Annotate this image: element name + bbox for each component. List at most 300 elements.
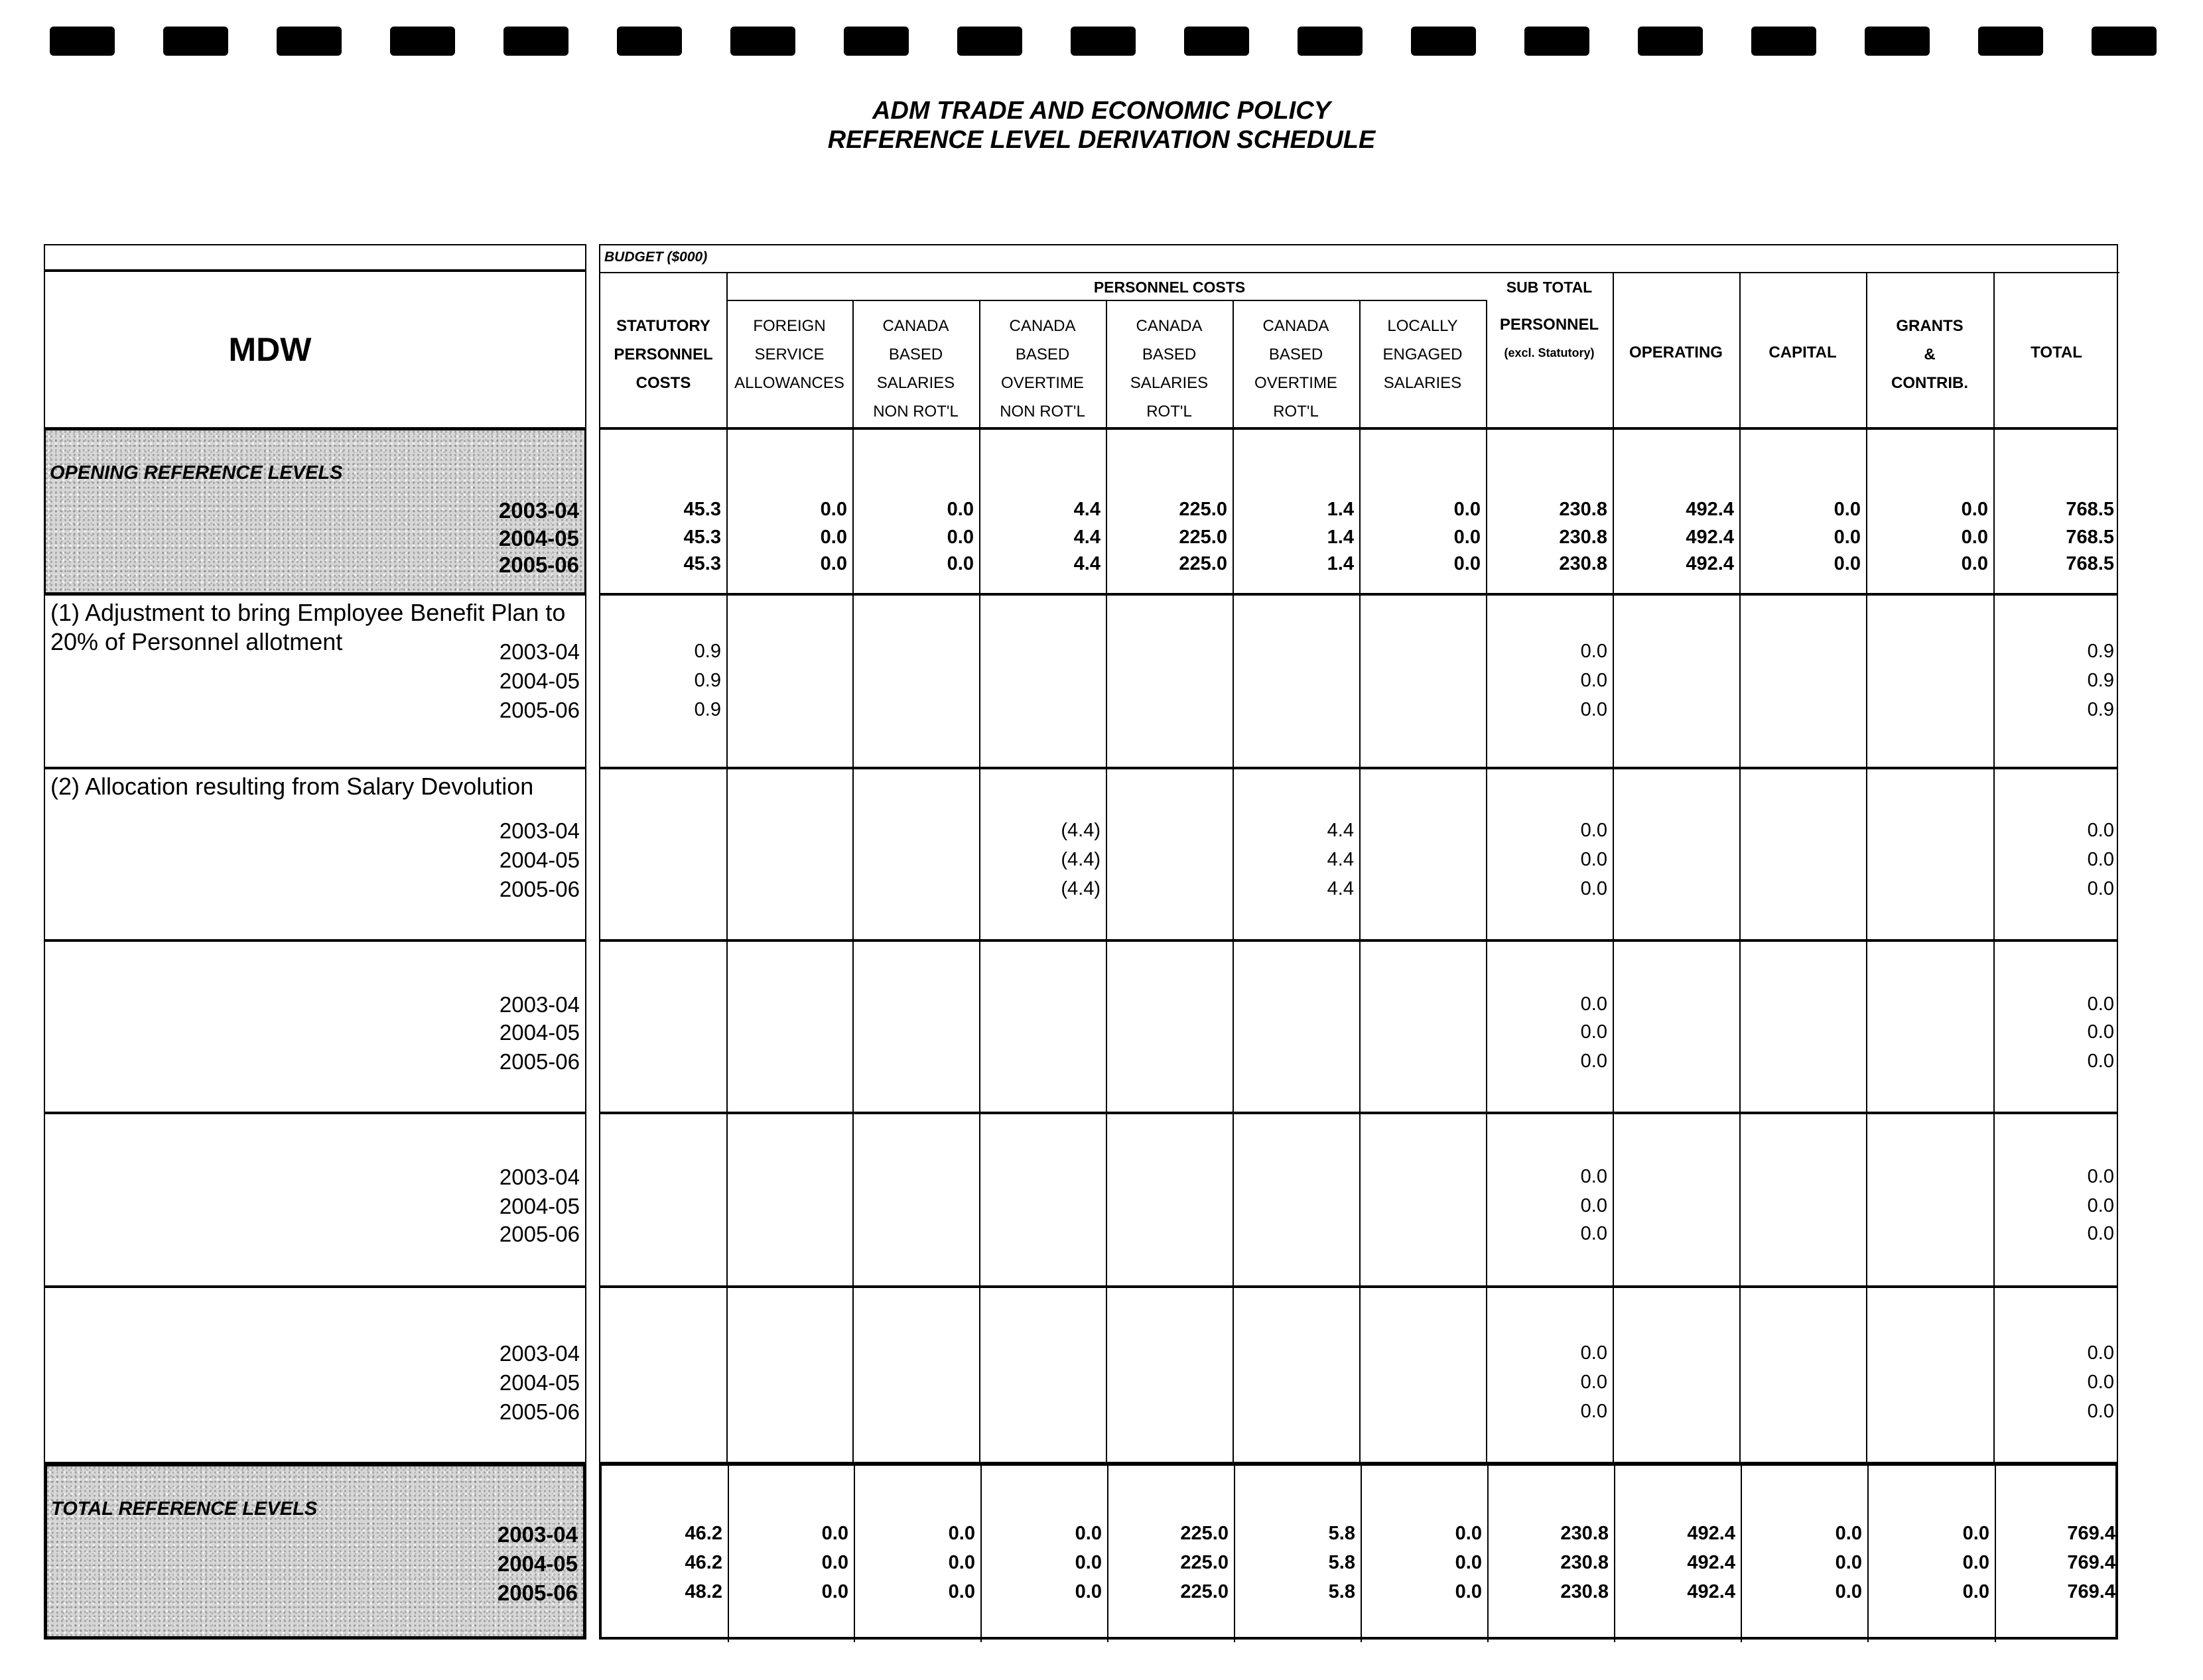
table-cell: 0.0	[1580, 1342, 1607, 1364]
column-divider	[1739, 1288, 1741, 1464]
perforation-strip	[0, 27, 2203, 60]
table-cell: 0.0	[2087, 1166, 2114, 1187]
table-cell: 492.4	[1686, 499, 1734, 520]
column-header-line: CAPITAL	[1769, 344, 1837, 361]
table-cell: 5.8	[1328, 1523, 1355, 1544]
fiscal-year-label: 2003-04	[497, 1522, 578, 1547]
column-header-line: NON ROT'L	[1000, 403, 1085, 420]
column-divider	[852, 1288, 854, 1464]
table-cell: 0.0	[1580, 1051, 1607, 1072]
column-divider	[1359, 430, 1361, 596]
perforation-dash	[2092, 27, 2157, 56]
table-cell: 0.0	[1961, 553, 1988, 574]
budget-label: BUDGET ($000)	[604, 249, 708, 265]
table-cell: 0.0	[2087, 1021, 2114, 1043]
table-cell: 0.0	[2087, 1342, 2114, 1364]
table-cell: 46.2	[685, 1552, 722, 1573]
column-divider	[726, 769, 728, 942]
column-divider	[1993, 430, 1995, 596]
column-divider	[726, 942, 728, 1114]
table-cell: 0.0	[1580, 699, 1607, 720]
section-label: (1) Adjustment to bring Employee Benefit Plan to 20% of Personnel allotment	[50, 599, 566, 655]
table-cell: 0.0	[1580, 1166, 1607, 1187]
column-divider	[726, 1288, 728, 1464]
section-label: (2) Allocation resulting from Salary Devolution	[50, 773, 534, 800]
table-cell: 0.0	[1580, 1195, 1607, 1216]
fiscal-year-label: 2005-06	[499, 1222, 580, 1246]
column-divider	[1106, 596, 1107, 769]
column-header-line: FOREIGN	[753, 317, 826, 335]
table-cell: 0.0	[1835, 1581, 1862, 1602]
table-cell: 230.8	[1559, 527, 1607, 548]
table-cell: 768.5	[2066, 527, 2114, 548]
column-header-line: BASED	[1015, 346, 1070, 363]
column-divider	[1233, 942, 1234, 1114]
column-divider	[1613, 1114, 1614, 1288]
table-cell: 0.0	[1834, 527, 1861, 548]
section-data-block	[599, 1287, 2118, 1463]
perforation-dash	[390, 27, 455, 56]
table-cell: 0.0	[1580, 670, 1607, 691]
table-cell: 0.0	[2087, 1372, 2114, 1393]
column-divider	[1866, 596, 1867, 769]
table-cell: 0.0	[1580, 1223, 1607, 1244]
column-divider	[1359, 942, 1361, 1114]
perforation-dash	[1071, 27, 1136, 56]
column-header-line: (excl. Statutory)	[1504, 346, 1595, 359]
table-cell: 0.0	[1580, 1021, 1607, 1043]
fiscal-year-label: 2005-06	[499, 877, 580, 901]
section-data-block	[599, 428, 2118, 594]
table-cell: 45.3	[683, 553, 721, 574]
table-cell: 0.0	[1075, 1552, 1102, 1573]
column-header-line: ROT'L	[1273, 403, 1319, 420]
table-cell: 4.4	[1327, 849, 1354, 870]
column-divider	[1361, 1466, 1362, 1642]
column-divider	[1867, 1466, 1869, 1642]
page-title: ADM TRADE AND ECONOMIC POLICY	[872, 97, 1331, 125]
fiscal-year-label: 2005-06	[497, 1581, 578, 1605]
fiscal-year-label: 2005-06	[499, 698, 580, 722]
column-divider	[1614, 1466, 1615, 1642]
fiscal-year-label: 2005-06	[499, 1399, 580, 1424]
column-header	[1739, 338, 1866, 367]
column-header-line: STATUTORY	[616, 317, 710, 335]
table-cell: 46.2	[685, 1523, 722, 1544]
table-cell: 0.0	[1580, 994, 1607, 1015]
column-header	[979, 312, 1106, 426]
table-cell: 0.9	[2087, 641, 2114, 662]
column-divider	[1359, 1288, 1361, 1464]
perforation-dash	[1298, 27, 1363, 56]
column-divider	[1106, 1114, 1107, 1288]
column-header-line: ALLOWANCES	[734, 374, 844, 392]
section-label: OPENING REFERENCE LEVELS	[50, 462, 343, 484]
column-header	[1866, 312, 1993, 397]
column-divider	[1487, 1466, 1489, 1642]
column-divider	[1995, 1466, 1996, 1642]
column-divider	[1741, 1466, 1742, 1642]
column-header-line: PERSONNEL	[1499, 316, 1599, 334]
table-cell: 0.0	[1455, 1552, 1482, 1573]
fiscal-year-label: 2003-04	[499, 992, 580, 1017]
table-cell: 0.0	[1453, 527, 1481, 548]
fiscal-year-label: 2004-05	[497, 1551, 578, 1576]
table-cell: 0.0	[820, 527, 847, 548]
table-cell: 1.4	[1327, 499, 1354, 520]
column-header-line: SALARIES	[1383, 374, 1462, 392]
table-cell: 492.4	[1686, 527, 1734, 548]
table-cell: (4.4)	[1061, 878, 1101, 899]
column-divider	[854, 1466, 855, 1642]
column-divider	[1359, 596, 1361, 769]
table-cell: 230.8	[1559, 499, 1607, 520]
table-cell: 768.5	[2066, 499, 2114, 520]
perforation-dash	[1865, 27, 1930, 56]
column-header-line: CANADA	[1262, 317, 1329, 335]
column-divider	[1486, 769, 1487, 942]
column-divider	[1993, 942, 1995, 1114]
column-divider	[852, 430, 854, 596]
column-divider	[726, 596, 728, 769]
left-top-strip	[44, 244, 586, 271]
section-label-cell	[44, 594, 586, 768]
table-cell: 492.4	[1687, 1552, 1735, 1573]
column-divider	[1486, 430, 1487, 596]
table-cell: (4.4)	[1061, 849, 1101, 870]
table-cell: (4.4)	[1061, 820, 1101, 841]
table-cell: 0.0	[1455, 1523, 1482, 1544]
column-header-line: CANADA	[1136, 317, 1203, 335]
table-cell: 0.0	[821, 1523, 848, 1544]
fiscal-year-label: 2004-05	[499, 669, 580, 693]
column-divider	[1993, 596, 1995, 769]
column-divider	[852, 1114, 854, 1288]
table-cell: 0.0	[2087, 1401, 2114, 1422]
table-cell: 5.8	[1328, 1581, 1355, 1602]
table-cell: 230.8	[1560, 1581, 1609, 1602]
fiscal-year-label: 2004-05	[499, 848, 580, 872]
perforation-dash	[617, 27, 682, 56]
perforation-dash	[277, 27, 342, 56]
column-divider	[1233, 769, 1234, 942]
page-subtitle: REFERENCE LEVEL DERIVATION SCHEDULE	[827, 126, 1376, 154]
table-cell: 45.3	[683, 527, 721, 548]
table-cell: 0.0	[948, 1552, 975, 1573]
table-cell: 0.0	[1962, 1581, 1989, 1602]
table-cell: 230.8	[1559, 553, 1607, 574]
column-header-line: NON ROT'L	[873, 403, 959, 420]
column-header-line: TOTAL	[2031, 344, 2082, 361]
column-divider	[979, 1288, 980, 1464]
column-divider	[1233, 430, 1234, 596]
column-divider	[1613, 769, 1614, 942]
column-divider	[1359, 769, 1361, 942]
table-cell: 0.0	[1075, 1523, 1102, 1544]
row-label-panel	[44, 244, 586, 1640]
table-cell: 0.9	[2087, 670, 2114, 691]
column-header-line: OVERTIME	[1001, 374, 1084, 392]
perforation-dash	[1638, 27, 1703, 56]
column-header	[600, 312, 726, 397]
table-cell: 225.0	[1179, 527, 1227, 548]
fiscal-year-label: 2003-04	[498, 498, 579, 523]
column-header-line: BASED	[1142, 346, 1197, 363]
table-cell: 225.0	[1179, 499, 1227, 520]
table-cell: 0.0	[1961, 527, 1988, 548]
perforation-dash	[1184, 27, 1249, 56]
column-divider	[1993, 1114, 1995, 1288]
table-cell: 0.0	[2087, 1223, 2114, 1244]
column-divider	[726, 430, 728, 596]
column-header	[1359, 312, 1486, 397]
table-cell: 4.4	[1073, 527, 1101, 548]
column-header-line: BASED	[888, 346, 943, 363]
column-divider	[1107, 1466, 1108, 1642]
table-cell: 0.0	[2087, 878, 2114, 899]
column-header	[726, 312, 852, 397]
table-cell: 0.0	[1580, 1372, 1607, 1393]
fiscal-year-label: 2005-06	[498, 552, 579, 577]
table-cell: 230.8	[1560, 1552, 1609, 1573]
column-divider	[728, 1466, 729, 1642]
fiscal-year-label: 2004-05	[499, 1370, 580, 1395]
column-header	[1486, 310, 1613, 367]
column-divider	[852, 942, 854, 1114]
table-cell: 0.0	[1834, 553, 1861, 574]
table-cell: 0.0	[947, 499, 974, 520]
section-data-block	[599, 768, 2118, 940]
table-cell: 0.0	[948, 1581, 975, 1602]
column-divider	[1613, 430, 1614, 596]
column-divider	[1739, 596, 1741, 769]
perforation-dash	[503, 27, 568, 56]
org-label: MDW	[228, 331, 312, 368]
table-cell: 0.0	[1453, 499, 1481, 520]
column-header-line: SALARIES	[876, 374, 955, 392]
table-cell: 769.4	[2067, 1552, 2115, 1573]
table-cell: 0.0	[1580, 820, 1607, 841]
table-cell: 0.0	[820, 553, 847, 574]
column-divider	[979, 596, 980, 769]
table-cell: 48.2	[685, 1581, 722, 1602]
table-cell: 0.0	[2087, 849, 2114, 870]
table-cell: 0.0	[948, 1523, 975, 1544]
perforation-dash	[1751, 27, 1816, 56]
section-label-cell	[44, 1113, 586, 1287]
column-divider	[1739, 942, 1741, 1114]
table-cell: 0.0	[1961, 499, 1988, 520]
column-divider	[1613, 596, 1614, 769]
table-cell: 0.0	[947, 527, 974, 548]
fiscal-year-label: 2003-04	[499, 1165, 580, 1189]
column-divider	[1106, 430, 1107, 596]
column-header	[1993, 338, 2119, 367]
fiscal-year-label: 2003-04	[499, 1341, 580, 1366]
fiscal-year-label: 2004-05	[498, 526, 579, 550]
column-header-line: OVERTIME	[1254, 374, 1337, 392]
budget-table	[599, 244, 2118, 1640]
table-cell: 0.0	[821, 1581, 848, 1602]
perforation-dash	[730, 27, 795, 56]
column-divider	[979, 769, 980, 942]
table-cell: 4.4	[1327, 820, 1354, 841]
column-divider	[1106, 1288, 1107, 1464]
column-header-line: &	[1924, 346, 1936, 363]
table-cell: 0.0	[1834, 499, 1861, 520]
perforation-dash	[844, 27, 909, 56]
column-divider	[1866, 430, 1867, 596]
column-divider	[1234, 1466, 1235, 1642]
column-header	[852, 312, 979, 426]
table-cell: 45.3	[683, 499, 721, 520]
table-cell: 0.9	[694, 670, 721, 691]
table-cell: 225.0	[1180, 1581, 1229, 1602]
table-cell: 0.0	[1075, 1581, 1102, 1602]
column-divider	[726, 1114, 728, 1288]
table-cell: 4.4	[1073, 553, 1101, 574]
table-cell: 0.0	[2087, 994, 2114, 1015]
column-header-line: CANADA	[1009, 317, 1076, 335]
table-cell: 0.0	[947, 553, 974, 574]
column-header-line: BASED	[1268, 346, 1323, 363]
column-divider	[979, 430, 980, 596]
column-header-line: OPERATING	[1629, 344, 1723, 361]
column-header-line: ENGAGED	[1382, 346, 1463, 363]
table-cell: 0.9	[694, 641, 721, 662]
fiscal-year-label: 2004-05	[499, 1020, 580, 1045]
column-divider	[1106, 769, 1107, 942]
column-header-line: PERSONNEL	[614, 346, 713, 363]
table-cell: 492.4	[1687, 1523, 1735, 1544]
column-divider	[1866, 1288, 1867, 1464]
section-label: TOTAL REFERENCE LEVELS	[51, 1498, 318, 1519]
column-divider	[1993, 769, 1995, 942]
column-divider	[1739, 1114, 1741, 1288]
perforation-dash	[1411, 27, 1476, 56]
table-cell: 4.4	[1327, 878, 1354, 899]
perforation-dash	[50, 27, 115, 56]
column-divider	[979, 942, 980, 1114]
section-data-block	[599, 594, 2118, 768]
column-divider	[1613, 942, 1614, 1114]
column-divider	[1233, 1288, 1234, 1464]
column-header-line: ROT'L	[1146, 403, 1192, 420]
table-cell: 0.0	[1580, 849, 1607, 870]
table-cell: 0.0	[1835, 1523, 1862, 1544]
column-divider	[1739, 430, 1741, 596]
column-header-line: SALARIES	[1130, 374, 1209, 392]
column-header	[1106, 312, 1233, 426]
fiscal-year-label: 2005-06	[499, 1049, 580, 1074]
perforation-dash	[1978, 27, 2043, 56]
personnel-costs-label: PERSONNEL COSTS	[1093, 279, 1246, 296]
section-label-cell	[44, 1287, 586, 1463]
column-divider	[980, 1466, 982, 1642]
perforation-dash	[1524, 27, 1589, 56]
section-label-cell	[44, 940, 586, 1113]
column-header	[1613, 338, 1739, 367]
column-divider	[1359, 1114, 1361, 1288]
section-label-cell	[44, 768, 586, 940]
table-cell: 0.0	[2087, 1195, 2114, 1216]
table-cell: 492.4	[1686, 553, 1734, 574]
table-cell: 769.4	[2067, 1581, 2115, 1602]
column-divider	[1866, 769, 1867, 942]
column-divider	[979, 1114, 980, 1288]
column-divider	[1613, 1288, 1614, 1464]
column-divider	[1233, 1114, 1234, 1288]
table-cell: 0.0	[1962, 1552, 1989, 1573]
table-cell: 225.0	[1180, 1552, 1229, 1573]
table-cell: 4.4	[1073, 499, 1101, 520]
table-cell: 0.0	[821, 1552, 848, 1573]
table-cell: 225.0	[1180, 1523, 1229, 1544]
column-divider	[852, 769, 854, 942]
table-cell: 0.0	[2087, 1051, 2114, 1072]
column-header-line: GRANTS	[1896, 317, 1964, 335]
table-cell: 0.0	[1835, 1552, 1862, 1573]
table-cell: 0.0	[1962, 1523, 1989, 1544]
section-data-block	[599, 1463, 2118, 1640]
column-divider	[1993, 1288, 1995, 1464]
column-header-line: COSTS	[635, 374, 691, 392]
column-header-line: SERVICE	[754, 346, 825, 363]
table-cell: 0.0	[1580, 878, 1607, 899]
table-cell: 0.0	[1580, 1401, 1607, 1422]
column-divider	[1739, 769, 1741, 942]
subtotal-label: SUB TOTAL	[1506, 279, 1593, 296]
table-cell: 225.0	[1179, 553, 1227, 574]
table-cell: 0.9	[2087, 699, 2114, 720]
fiscal-year-label: 2003-04	[499, 639, 580, 664]
column-divider	[1486, 1114, 1487, 1288]
table-cell: 230.8	[1560, 1523, 1609, 1544]
section-data-block	[599, 940, 2118, 1113]
column-divider	[1866, 942, 1867, 1114]
fiscal-year-label: 2003-04	[499, 818, 580, 843]
table-cell: 0.0	[1453, 553, 1481, 574]
section-label-cell	[44, 1463, 586, 1640]
header-divider	[600, 272, 2119, 273]
table-cell: 0.0	[2087, 820, 2114, 841]
column-divider	[852, 596, 854, 769]
column-header-line: CONTRIB.	[1891, 374, 1968, 392]
org-header-cell	[44, 271, 586, 428]
table-cell: 0.0	[820, 499, 847, 520]
table-cell: 0.0	[1455, 1581, 1482, 1602]
column-divider	[1866, 1114, 1867, 1288]
table-cell: 1.4	[1327, 527, 1354, 548]
column-header	[1233, 312, 1359, 426]
table-cell: 5.8	[1328, 1552, 1355, 1573]
column-divider	[1486, 1288, 1487, 1464]
section-data-block	[599, 1113, 2118, 1287]
table-cell: 769.4	[2067, 1523, 2115, 1544]
column-divider	[1233, 596, 1234, 769]
column-divider	[1106, 942, 1107, 1114]
table-cell: 768.5	[2066, 553, 2114, 574]
table-cell: 492.4	[1687, 1581, 1735, 1602]
table-cell: 0.9	[694, 699, 721, 720]
column-divider	[1486, 942, 1487, 1114]
fiscal-year-label: 2004-05	[499, 1194, 580, 1218]
column-header-line: LOCALLY	[1387, 317, 1458, 335]
column-header-line: CANADA	[882, 317, 949, 335]
table-cell: 0.0	[1580, 641, 1607, 662]
column-divider	[1486, 596, 1487, 769]
table-header	[599, 244, 2118, 428]
